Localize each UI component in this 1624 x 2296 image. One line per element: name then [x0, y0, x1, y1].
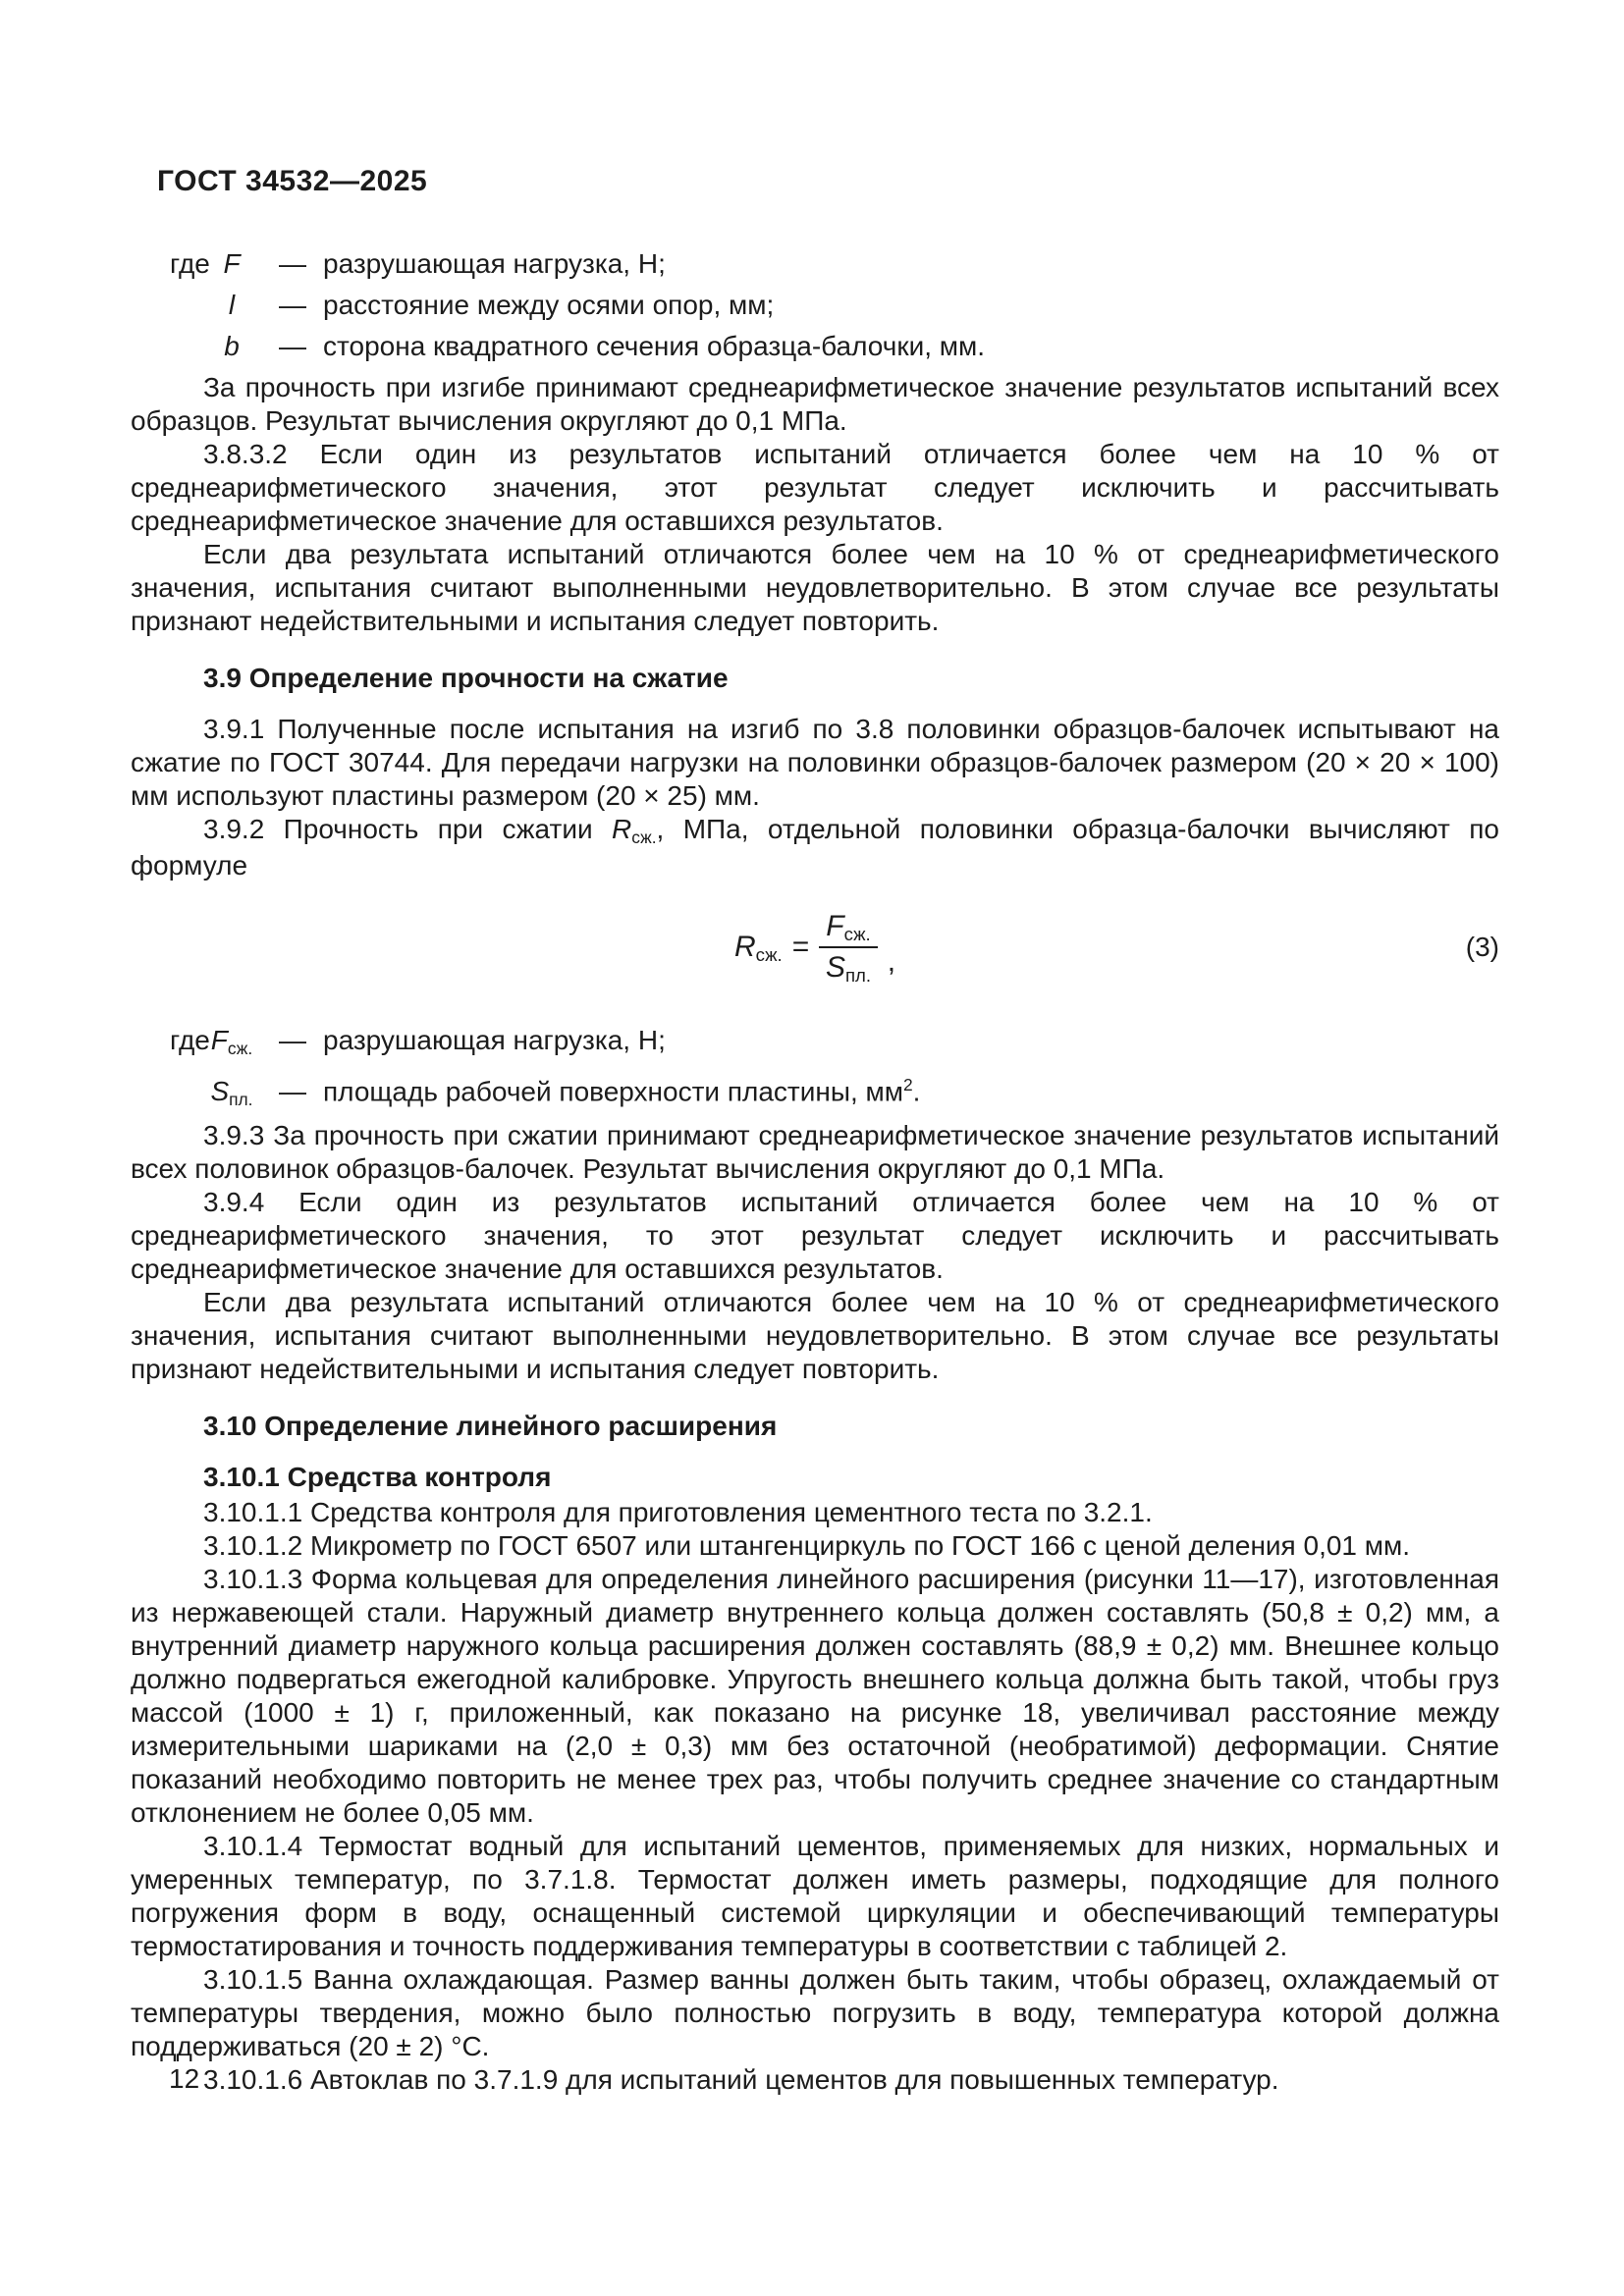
definition-row [131, 289, 1499, 322]
symbol-b: b [224, 331, 240, 361]
definition-text: разрушающая нагрузка, Н; [323, 248, 666, 279]
paragraph-3-9-4: 3.9.4 Если один из результатов испытаний отличается более чем на 10 % от среднеарифметического значения, то этот результат следует исключить и рассчитывать среднеарифметическое значение для оставшихся результатов. [131, 1187, 1499, 1285]
where-label: где [170, 248, 210, 279]
dash: — [279, 1025, 306, 1055]
dash: — [279, 290, 306, 320]
paragraph-3-8-3-2: 3.8.3.2 Если один из результатов испытаний отличается более чем на 10 % от среднеарифметического значения, этот результат следует исключить и рассчитывать среднеарифметическое значение для оставшихся результатов. [131, 439, 1499, 536]
heading-3-10: 3.10 Определение линейного расширения [203, 1411, 778, 1442]
definition-row: где $F_{сж.}$ — разрушающая нагрузка, Н; [131, 1024, 1499, 1060]
paragraph-3-10-1-2: 3.10.1.2 Микрометр по ГОСТ 6507 или штангенциркуль по ГОСТ 166 с ценой деления 0,01 мм. [203, 1530, 1411, 1562]
paragraph-3-10-1-3: 3.10.1.3 Форма кольцевая для определения линейного расширения (рисунки 11—17), изготовленная из нержавеющей стали. Наружный диаметр внутреннего кольца должен составлять (50,8 ± 0,2) мм, а внутренний диаметр наружного кольца расширения должен составлять (88,9 ± 0,2) мм. Внешнее кольцо должно подвергаться ежегодной калибровке. Упругость внешнего кольца должна быть такой, чтобы груз массой (1000 ± 1) г, приложенный, как показано на рисунке 18, увеличивал расстояние между измерительными шариками на (2,0 ± 0,3) мм без остаточной (необратимой) деформации. Снятие показаний необходимо повторить не менее трех раз, чтобы получить среднее значение со стандартным отклонением не более 0,05 мм. [131, 1564, 1499, 1829]
dash: — [279, 248, 306, 279]
page-number: 12 [169, 2063, 200, 2094]
fraction [819, 910, 877, 985]
definition-text: площадь рабочей поверхности пластины, $мм^2$. [323, 1075, 921, 1107]
doc-number-header: ГОСТ 34532—2025 [157, 165, 428, 197]
formula-lhs: $R_{сж.}$ [733, 931, 783, 966]
definition-text: сторона квадратного сечения образца-балочки, мм. [323, 331, 986, 361]
paragraph-3-9-3: 3.9.3 За прочность при сжатии принимают среднеарифметическое значение результатов испытаний всех половинок образцов-балочек. Результат вычисления округляют до 0,1 МПа. [131, 1120, 1499, 1185]
paragraph-two-results-b: Если два результата испытаний отличаются более чем на 10 % от среднеарифметического значения, испытания считают выполненными неудовлетворительно. В этом случае все результаты признают недействительными и испытания следует повторить. [131, 1287, 1499, 1385]
superscript-2: 2 [903, 1075, 913, 1095]
paragraph-3-10-1-6: 3.10.1.6 Автоклав по 3.7.1.9 для испытаний цементов для повышенных температур. [203, 2064, 1279, 2096]
symbol-S-pl: S [210, 1076, 230, 1107]
definition-text: расстояние между осями опор, мм; [323, 290, 775, 320]
where-list-compression [131, 1024, 1499, 1111]
where-label: где [170, 1025, 210, 1055]
formula-number: (3) [1465, 932, 1499, 962]
paragraph-3-10-1-1: 3.10.1.1 Средства контроля для приготовления цементного теста по 3.2.1. [203, 1497, 1153, 1528]
paragraph-3-9-2: 3.9.2 Прочность при сжатии $R_{сж.}$, МПа, отдельной половинки образца-балочки вычисляют по формуле [131, 814, 1499, 881]
equals-sign: = [791, 931, 810, 963]
paragraph-flexural-mean: За прочность при изгибе принимают среднеарифметическое значение результатов испытаний всех образцов. Результат вычисления округляют до 0,1 МПа. [131, 372, 1499, 436]
symbol-F-szh: F [210, 1025, 228, 1055]
formula-compressive-strength: $R_{сж.}$ = $\frac{F_{сж.}}{S_{пл.}}$ , [733, 910, 896, 987]
fraction-numerator: $F_{сж.}$ [819, 910, 877, 948]
definition-row [131, 330, 1499, 363]
definition-row: $S_{пл.}$ — площадь рабочей поверхности пластины, $мм^2$. [131, 1068, 1499, 1111]
heading-3-9: 3.9 Определение прочности на сжатие [203, 663, 729, 693]
fraction-denominator: $S_{пл.}$ [825, 951, 872, 987]
paragraph-3-10-1-4: 3.10.1.4 Термостат водный для испытаний цементов, применяемых для низких, нормальных и умеренных температур, по 3.7.1.8. Термостат должен иметь размеры, подходящие для полного погружения форм в воду, оснащенный системой циркуляции и обеспечивающий температуры термостатирования и точность поддерживания температуры в соответствии с таблицей 2. [131, 1831, 1499, 1962]
heading-3-10-1: 3.10.1 Средства контроля [203, 1462, 552, 1493]
paragraph-two-results-a: Если два результата испытаний отличаются более чем на 10 % от среднеарифметического значения, испытания считают выполненными неудовлетворительно. В этом случае все результаты признают недействительными и испытания следует повторить. [131, 539, 1499, 636]
symbol-l: l [228, 290, 236, 320]
definition-text: разрушающая нагрузка, Н; [323, 1025, 666, 1055]
dash: — [279, 1076, 306, 1107]
page-content [131, 165, 1499, 2097]
where-list-flexural [131, 247, 1499, 363]
paragraph-3-10-1-5: 3.10.1.5 Ванна охлаждающая. Размер ванны должен быть таким, чтобы образец, охлаждаемый от температуры твердения, можно было полностью погрузить в воду, температура которой должна поддерживаться (20 ± 2) °С. [131, 1964, 1499, 2062]
formula-block [131, 896, 1499, 998]
dash: — [279, 331, 306, 361]
symbol-R: R [611, 814, 632, 844]
symbol-F: F [223, 248, 241, 279]
paragraph-3-9-1: 3.9.1 Полученные после испытания на изгиб по 3.8 половинки образцов-балочек испытывают на сжатие по ГОСТ 30744. Для передачи нагрузки на половинки образцов-балочек размером (20 × 20 × 100) мм используют пластины размером (20 × 25) мм. [131, 714, 1499, 811]
definition-row [131, 247, 1499, 281]
